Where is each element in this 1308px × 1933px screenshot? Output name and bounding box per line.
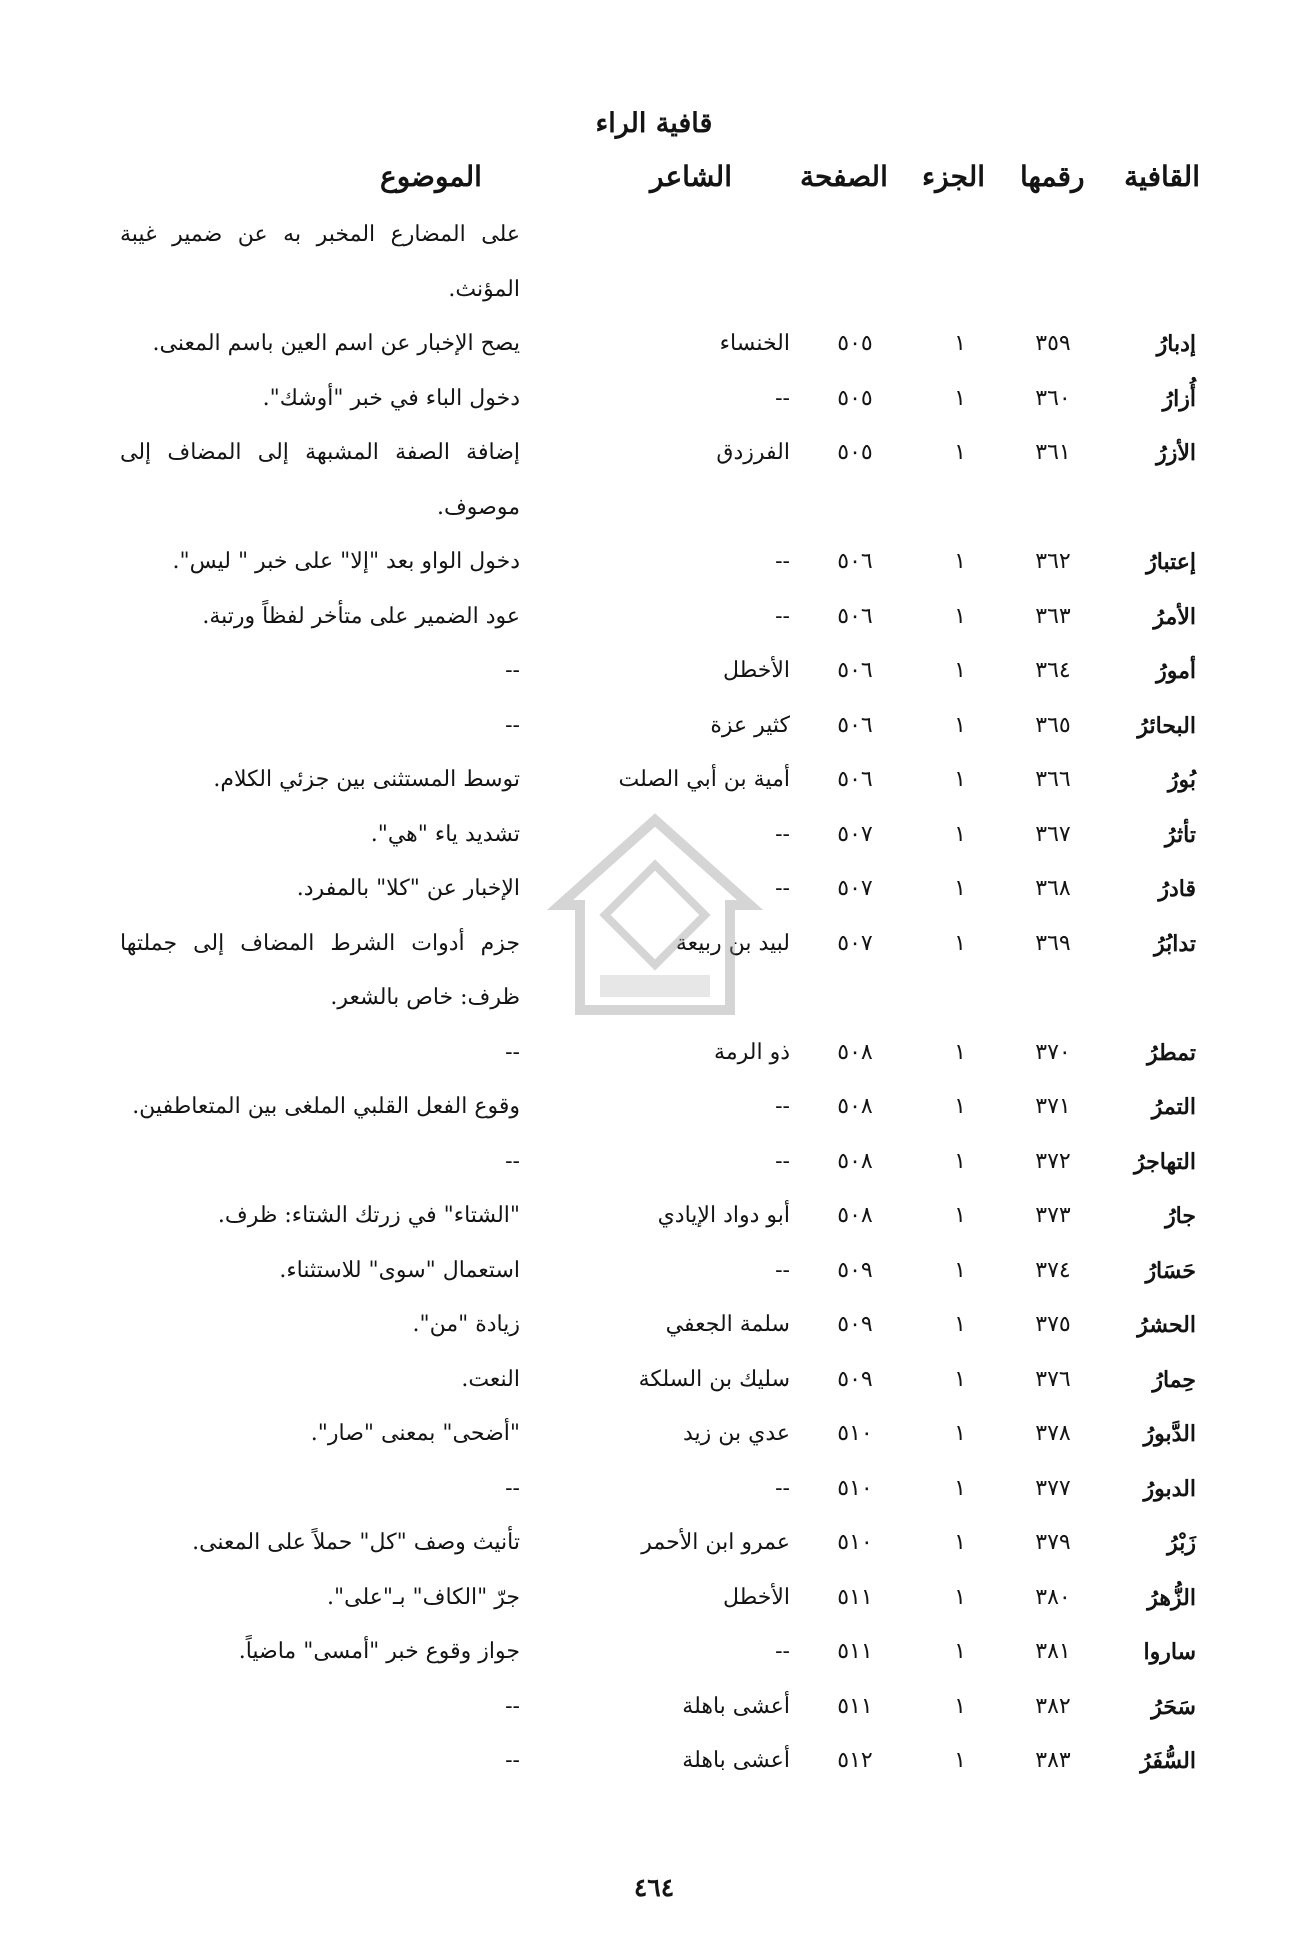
table-row (0, 1256, 1308, 1306)
cell-poet: -- (775, 1148, 790, 1174)
cell-poet: عمرو ابن الأحمر (641, 1530, 790, 1555)
cell-poet: -- (775, 385, 790, 411)
cell-topic: إضافة الصفة المشبهة إلى المضاف إلى (120, 440, 520, 465)
cell-part: ١ (954, 876, 966, 901)
cell-topic: النعت. (461, 1366, 520, 1392)
table-row (0, 1201, 1308, 1251)
cell-topic: -- (505, 1475, 520, 1501)
cell-topic: دخول الباء في خبر "أوشك". (262, 385, 520, 411)
table-row (0, 1746, 1308, 1796)
cell-number: ٣٧٤ (1035, 1257, 1071, 1283)
cell-part: ١ (954, 1421, 966, 1446)
cell-poet: أعشى باهلة (682, 1748, 790, 1773)
cell-part: ١ (954, 549, 966, 574)
cell-number: ٣٨٢ (1035, 1693, 1071, 1719)
cell-rhyme: الدبورُ (1143, 1475, 1196, 1502)
cell-page: ٥١١ (837, 1584, 873, 1610)
cell-poet: سليك بن السلكة (638, 1366, 790, 1392)
cell-poet: أبو دواد الإيادي (657, 1203, 790, 1228)
cell-part: ١ (954, 440, 966, 465)
cell-topic: -- (505, 1039, 520, 1065)
watermark-seal-icon (540, 810, 770, 1040)
table-row (0, 1419, 1308, 1469)
cell-topic: -- (505, 658, 520, 683)
table-row (0, 1637, 1308, 1687)
cell-topic: موصوف. (437, 494, 520, 520)
cell-part: ١ (954, 385, 966, 411)
cell-page: ٥٠٥ (837, 331, 873, 356)
cell-page: ٥٠٦ (837, 603, 873, 629)
table-row (0, 1474, 1308, 1524)
table-row (0, 547, 1308, 597)
page-number: ٤٦٤ (633, 1873, 675, 1902)
cell-number: ٣٦٥ (1035, 712, 1071, 738)
cell-page: ٥٠٨ (837, 1039, 873, 1065)
cell-page: ٥٠٧ (837, 821, 873, 847)
cell-part: ١ (954, 658, 966, 683)
cell-rhyme: الدَّبورُ (1143, 1421, 1196, 1447)
table-row (0, 765, 1308, 815)
cell-page: ٥٠٨ (837, 1094, 873, 1119)
cell-topic: يصح الإخبار عن اسم العين باسم المعنى. (152, 331, 520, 356)
cell-page: ٥٠٩ (837, 1366, 873, 1392)
cell-rhyme: سَحَرُ (1151, 1693, 1196, 1720)
cell-topic: وقوع الفعل القلبي الملغى بين المتعاطفين. (132, 1094, 520, 1119)
header-poet: الشاعر (650, 160, 732, 193)
cell-poet: أمية بن أبي الصلت (618, 767, 790, 792)
cell-topic: عود الضمير على متأخر لفظاً ورتبة. (202, 603, 520, 629)
cell-number: ٣٨٠ (1035, 1584, 1071, 1610)
header-rhyme: القافية (1124, 160, 1200, 193)
cell-number: ٣٦٩ (1035, 930, 1071, 956)
table-row (0, 1365, 1308, 1415)
cell-part: ١ (954, 1693, 966, 1719)
table-row (0, 656, 1308, 706)
cell-number: ٣٧٣ (1035, 1203, 1071, 1228)
cell-topic: -- (505, 1148, 520, 1174)
cell-page: ٥١٠ (837, 1421, 873, 1446)
table-row (0, 493, 1308, 543)
cell-rhyme: حِمارُ (1152, 1366, 1196, 1393)
cell-page: ٥٠٧ (837, 876, 873, 901)
cell-poet: ذو الرمة (714, 1039, 790, 1065)
cell-rhyme: تمطرُ (1146, 1039, 1196, 1066)
cell-poet: كثير عزة (710, 712, 790, 738)
cell-poet: -- (775, 876, 790, 901)
cell-page: ٥٠٦ (837, 712, 873, 738)
cell-number: ٣٥٩ (1035, 331, 1071, 356)
cell-part: ١ (954, 1094, 966, 1119)
cell-rhyme: حَسَارُ (1145, 1257, 1196, 1284)
cell-poet: -- (775, 603, 790, 629)
cell-part: ١ (954, 821, 966, 847)
cell-number: ٣٧٦ (1035, 1366, 1071, 1392)
cell-poet: الفرزدق (716, 440, 790, 465)
cell-number: ٣٦١ (1035, 440, 1071, 465)
cell-number: ٣٦٨ (1035, 876, 1071, 901)
cell-poet: سلمة الجعفي (665, 1312, 790, 1337)
cell-part: ١ (954, 1366, 966, 1392)
cell-number: ٣٦٧ (1035, 821, 1071, 847)
cell-number: ٣٨١ (1035, 1639, 1071, 1664)
table-row (0, 1692, 1308, 1742)
table-row (0, 275, 1308, 325)
cell-poet: عدي بن زيد (682, 1421, 790, 1446)
cell-part: ١ (954, 1530, 966, 1555)
cell-page: ٥٠٨ (837, 1203, 873, 1228)
cell-page: ٥٠٩ (837, 1257, 873, 1283)
table-row (0, 1583, 1308, 1633)
cell-topic: جرّ "الكاف" بـ"على". (327, 1584, 520, 1610)
cell-number: ٣٦٢ (1035, 549, 1071, 574)
cell-page: ٥٠٦ (837, 658, 873, 683)
table-row (0, 438, 1308, 488)
cell-topic: دخول الواو بعد "إلا" على خبر " ليس". (172, 549, 520, 574)
cell-part: ١ (954, 1039, 966, 1065)
cell-rhyme: التمرُ (1151, 1094, 1196, 1120)
cell-number: ٣٧٢ (1035, 1148, 1071, 1174)
cell-number: ٣٧٧ (1035, 1475, 1071, 1501)
cell-part: ١ (954, 331, 966, 356)
cell-page: ٥١٠ (837, 1530, 873, 1555)
cell-part: ١ (954, 1639, 966, 1664)
cell-part: ١ (954, 1584, 966, 1610)
cell-number: ٣٧١ (1035, 1094, 1071, 1119)
cell-part: ١ (954, 1148, 966, 1174)
table-row (0, 1038, 1308, 1088)
cell-part: ١ (954, 1312, 966, 1337)
cell-part: ١ (954, 767, 966, 792)
header-part: الجزء (922, 160, 985, 193)
cell-topic: المؤنث. (448, 276, 520, 302)
cell-rhyme: ساروا (1143, 1639, 1196, 1665)
cell-poet: أعشى باهلة (682, 1693, 790, 1719)
cell-part: ١ (954, 603, 966, 629)
table-row (0, 1528, 1308, 1578)
cell-poet: الأخطل (723, 658, 790, 683)
cell-topic: الإخبار عن "كلا" بالمفرد. (296, 876, 520, 901)
cell-topic: -- (505, 712, 520, 738)
cell-page: ٥١١ (837, 1639, 873, 1664)
table-row (0, 1092, 1308, 1142)
table-row (0, 1147, 1308, 1197)
cell-page: ٥١١ (837, 1693, 873, 1719)
cell-topic: "أضحى" بمعنى "صار". (310, 1421, 520, 1446)
cell-poet: -- (775, 549, 790, 574)
cell-rhyme: زَبْرُ (1167, 1530, 1196, 1556)
cell-part: ١ (954, 930, 966, 956)
cell-page: ٥١٠ (837, 1475, 873, 1501)
cell-page: ٥٠٩ (837, 1312, 873, 1337)
cell-part: ١ (954, 712, 966, 738)
cell-rhyme: تأثرُ (1164, 821, 1196, 848)
cell-topic: -- (505, 1748, 520, 1773)
cell-topic: تشديد ياء "هي". (370, 821, 520, 847)
cell-topic: على المضارع المخبر به عن ضمير غيبة (120, 222, 520, 247)
header-page: الصفحة (800, 160, 888, 193)
cell-poet: الخنساء (719, 331, 790, 356)
table-row (0, 602, 1308, 652)
cell-part: ١ (954, 1748, 966, 1773)
cell-rhyme: إعتبارُ (1146, 549, 1196, 575)
cell-poet: لبيد بن ربيعة (675, 930, 790, 956)
header-number: رقمها (1020, 160, 1085, 193)
cell-rhyme: الزُّهرُ (1147, 1584, 1196, 1611)
header-topic: الموضوع (380, 160, 482, 193)
cell-topic: تأنيث وصف "كل" حملاً على المعنى. (192, 1530, 520, 1555)
cell-poet: -- (775, 1475, 790, 1501)
cell-number: ٣٧٥ (1035, 1312, 1071, 1337)
cell-poet: -- (775, 821, 790, 847)
cell-poet: الأخطل (723, 1584, 790, 1610)
table-row (0, 329, 1308, 379)
cell-topic: جواز وقوع خبر "أمسى" ماضياً. (238, 1639, 520, 1664)
cell-number: ٣٨٣ (1035, 1748, 1071, 1773)
cell-number: ٣٦٣ (1035, 603, 1071, 629)
cell-number: ٣٦٠ (1035, 385, 1071, 411)
cell-rhyme: قادرُ (1158, 876, 1196, 902)
cell-page: ٥٠٨ (837, 1148, 873, 1174)
cell-rhyme: تدابُرُ (1153, 930, 1196, 957)
cell-rhyme: الأمرُ (1153, 603, 1196, 630)
cell-number: ٣٧٠ (1035, 1039, 1071, 1065)
cell-topic: "الشتاء" في زرتك الشتاء: ظرف. (217, 1203, 520, 1228)
cell-topic: -- (505, 1693, 520, 1719)
cell-number: ٣٧٨ (1035, 1421, 1071, 1446)
cell-rhyme: الحشرُ (1137, 1312, 1196, 1338)
cell-page: ٥٠٥ (837, 440, 873, 465)
cell-topic: جزم أدوات الشرط المضاف إلى جملتها (120, 930, 520, 956)
cell-rhyme: أمورُ (1156, 658, 1196, 684)
cell-page: ٥٠٦ (837, 549, 873, 574)
cell-rhyme: السُّفَرُ (1140, 1748, 1196, 1774)
cell-number: ٣٦٤ (1035, 658, 1071, 683)
cell-rhyme: إدبارُ (1156, 331, 1196, 357)
cell-rhyme: التهاجرُ (1133, 1148, 1196, 1175)
cell-poet: -- (775, 1094, 790, 1119)
cell-rhyme: البحائرُ (1137, 712, 1196, 739)
cell-part: ١ (954, 1257, 966, 1283)
cell-page: ٥٠٧ (837, 930, 873, 956)
cell-topic: توسط المستثنى بين جزئي الكلام. (213, 767, 520, 792)
cell-poet: -- (775, 1257, 790, 1283)
cell-page: ٥٠٥ (837, 385, 873, 411)
cell-poet: -- (775, 1639, 790, 1664)
cell-rhyme: بُورُ (1167, 767, 1196, 793)
cell-page: ٥٠٦ (837, 767, 873, 792)
table-row (0, 1310, 1308, 1360)
section-title: قافية الراء (595, 108, 713, 139)
cell-rhyme: جارُ (1165, 1203, 1196, 1229)
cell-part: ١ (954, 1203, 966, 1228)
cell-rhyme: الأزرُ (1156, 440, 1196, 466)
cell-rhyme: أُزارُ (1162, 385, 1196, 412)
table-row (0, 220, 1308, 270)
cell-number: ٣٧٩ (1035, 1530, 1071, 1555)
cell-topic: زيادة "من". (412, 1312, 520, 1337)
cell-topic: استعمال "سوى" للاستثناء. (279, 1257, 520, 1283)
table-row (0, 711, 1308, 761)
cell-part: ١ (954, 1475, 966, 1501)
table-row (0, 384, 1308, 434)
cell-number: ٣٦٦ (1035, 767, 1071, 792)
cell-page: ٥١٢ (837, 1748, 873, 1773)
cell-topic: ظرف: خاص بالشعر. (330, 985, 520, 1010)
